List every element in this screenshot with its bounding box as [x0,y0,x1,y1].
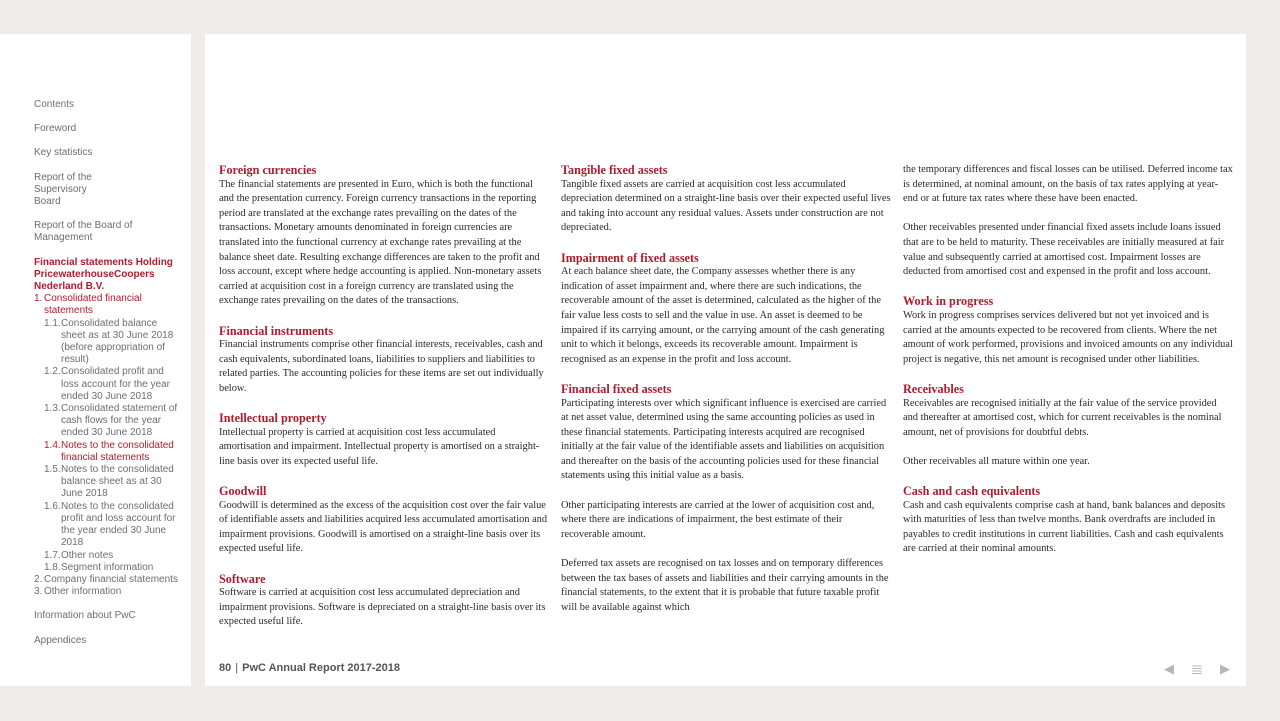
section-body-software: Software is carried at acquisition cost less accumulated depreciation and impairment provisions. Software is depreciated on a straight-line basis over its expected useful life. [219,587,546,628]
subitem-number: 1.4. [44,439,61,451]
section-body-impairment: At each balance sheet date, the Company assesses whether there is any indication of asset impairment and, where there are such indications, the recoverable amount of the asset is determined, calculated as the higher of the fair value less costs to sell and the value in use. An asset is deemed to be impaired if its carrying amount, or the carrying amount of the cash generating unit to which it belongs, exceeds its recoverable amount. Impairment is recognised as an expense in the profit and loss account. [561,266,885,365]
section-body-receivables-1: Receivables are recognised initially at the fair value of the service provided and thereafter at amortised cost, which for current receivables is the nominal amount, net of provisions for doubtful debts. [903,397,1222,438]
section-heading-software: Software [219,571,266,586]
section-body-financial-fixed-assets-4: the temporary differences and fiscal losses can be utilised. Deferred income tax is determined, at nominal amount, on the basis of tax rates applying at year-end or at future tax rates where these have been enacted. [903,164,1233,205]
subitem-number: 1.5. [44,464,61,476]
subitem-label: Other information [44,586,122,598]
section-heading-financial-fixed-assets: Financial fixed assets [561,381,672,396]
next-page-button[interactable] [1218,662,1232,676]
section-heading-cash: Cash and cash equivalents [903,484,1041,499]
text-column-2 [561,163,891,630]
section-body-financial-fixed-assets-3: Deferred tax assets are recognised on tax losses and on temporary differences between the tax bases of assets and liabilities and their carrying amounts in the financial statements, to the extent that it is probable that future taxable profit will be available against which [561,558,889,613]
sidebar-subitem-1-2[interactable] [34,366,186,403]
page-navigation [1162,662,1232,676]
subitem-number: 3. [34,586,43,598]
subitem-label: Notes to the consolidated profit and loss account for the year ended 30 June 2018 [61,500,176,549]
sidebar-item-board-of-management[interactable]: Report of the Board of Management [34,220,133,244]
section-heading-foreign-currencies: Foreign currencies [219,163,317,177]
sidebar-subitem-1-6[interactable] [34,501,186,550]
sidebar-subitem-2[interactable] [34,574,186,586]
page-footer [219,662,400,674]
sidebar-subitem-1-3[interactable] [34,403,186,440]
section-heading-goodwill: Goodwill [219,484,267,499]
subitem-label: Notes to the consolidated financial statements [61,439,174,463]
section-body-cash: Cash and cash equivalents comprise cash at hand, bank balances and deposits with maturities of less than twelve months. Bank overdrafts are included in payables to credit institutions in current liabilities. Cash and cash equivalents are carried at their nominal amounts. [903,499,1226,555]
subitem-label: Segment information [61,561,154,573]
section-body-intellectual-property: Intellectual property is carried at acquisition cost less accumulated amortisation and impairment. Intellectual property is amortised on a straight-line basis over its expected useful life. [219,426,540,467]
subitem-label: Company financial statements [44,573,178,585]
footer-separator: | [235,662,239,674]
section-heading-financial-instruments: Financial instruments [219,323,334,338]
section-heading-receivables: Receivables [903,381,964,396]
menu-icon: ≣ [1190,661,1204,678]
text-column-1 [219,163,549,645]
sidebar-subitem-1-5[interactable] [34,464,186,501]
arrow-right-icon: ▶ [1220,661,1230,676]
subitem-number: 1.2. [44,366,61,378]
section-heading-work-in-progress: Work in progress [903,294,994,309]
section-body-financial-fixed-assets-5: Other receivables presented under financial fixed assets include loans issued that are to be held to maturity. These receivables are initially measured at fair value and subsequently carried at amortised cost. Impairment losses are deducted from amortised cost and expensed in the profit and loss account. [903,222,1225,278]
sidebar-item-foreword[interactable]: Foreword [34,123,77,135]
section-body-receivables-2: Other receivables all mature within one year. [903,455,1090,467]
section-body-work-in-progress: Work in progress comprises services delivered but not yet invoiced and is carried at the amounts expected to be recovered from clients. Where the net amount of work performed, provisions and invoiced amounts on any individual project is negative, this net amount is recognised under other liabilities. [903,309,1233,365]
report-title: PwC Annual Report 2017-2018 [242,662,401,674]
sidebar-subitem-1-1[interactable] [34,318,186,367]
section-heading-intellectual-property: Intellectual property [219,411,327,426]
sidebar-subitem-1[interactable] [34,293,186,317]
section-body-financial-fixed-assets-2: Other participating interests are carried at the lower of acquisition cost and, where there are indications of impairment, the best estimate of their recoverable amount. [561,499,875,540]
section-heading-impairment: Impairment of fixed assets [561,250,699,265]
subitem-label: Other notes [61,549,114,561]
arrow-left-icon: ◀ [1164,661,1174,676]
subitem-number: 2. [34,573,43,585]
sidebar-item-financial-statements[interactable]: Financial statements Holding PricewaterhouseCoopers Nederland B.V. [34,256,173,293]
sidebar-item-supervisory-board[interactable]: Report of the Supervisory Board [34,171,92,208]
subitem-number: 1.7. [44,549,61,561]
page-number: 80 [219,662,232,674]
subitem-number: 1.3. [44,403,61,415]
subitem-label: Consolidated profit and loss account for the year ended 30 June 2018 [61,366,170,402]
sidebar-item-information-about-pwc[interactable]: Information about PwC [34,610,136,622]
sidebar-subitem-1-8[interactable] [34,562,186,574]
section-body-goodwill: Goodwill is determined as the excess of the acquisition cost over the fair value of identifiable assets and liabilities acquired less accumulated amortisation and impairment provisions. Goodwill is amortised on a straight-line basis over its expected useful life. [219,499,548,555]
document-page [205,34,1246,686]
subitem-label: Consolidated statement of cash flows for the year ended 30 June 2018 [61,403,178,439]
sidebar [0,34,191,686]
sidebar-item-contents[interactable]: Contents [34,99,75,110]
contents-menu-button[interactable] [1190,662,1204,676]
sidebar-item-appendices[interactable]: Appendices [34,634,87,646]
sidebar-item-key-statistics[interactable]: Key statistics [34,147,93,159]
subitem-number: 1.1. [44,317,61,329]
sidebar-nav [34,99,186,659]
sidebar-subitem-3[interactable] [34,586,186,598]
subitem-label: Consolidated balance sheet as at 30 June 2018 (before appropriation of result) [61,317,174,366]
sidebar-subitem-1-7[interactable] [34,550,186,562]
subitem-number: 1.6. [44,500,61,512]
subitem-number: 1.8. [44,561,61,573]
text-column-3 [903,163,1233,572]
subitem-label: Notes to the consolidated balance sheet as at 30 June 2018 [61,464,174,500]
subitem-label: Consolidated financial statements [44,293,142,317]
subitem-number: 1. [34,293,43,305]
section-body-financial-fixed-assets-1: Participating interests over which significant influence is exercised are carried at net asset value, determined using the same accounting policies as used in these financial statements. Participating interests acquired are recognised initially at the fair value of the identifiable assets and liabilities on acquisition and thereafter on the basis of the accounting policies used for these financial statements using this initial value as a basis. [561,397,887,482]
section-body-foreign-currencies: The financial statements are presented in Euro, which is both the functional and the presentation currency. Foreign currency transactions in the reporting period are translated at the exchange rates prevailing on the dates of the transactions. Monetary amounts denominated in foreign currencies are translated into the functional currency at exchange rates prevailing at the balance sheet date. Resulting exchange differences are taken to the profit and loss account, except where hedge accounting is applied. Non-monetary assets carried at acquisition cost in a foreign currency are translated using the exchange rates prevailing on the dates of the transactions. [219,178,542,307]
section-body-financial-instruments: Financial instruments comprise other financial interests, receivables, cash and cash equivalents, subordinated loans, liabilities to suppliers and liabilities to related parties. The accounting policies for these items are set out individually below. [219,339,544,394]
section-heading-tangible-fixed-assets: Tangible fixed assets [561,163,668,177]
sidebar-subitem-1-4[interactable] [34,440,186,464]
previous-page-button[interactable] [1162,662,1176,676]
section-body-tangible-fixed-assets: Tangible fixed assets are carried at acquisition cost less accumulated depreciation determined on a straight-line basis over their expected useful lives and taking into account any residual values. Assets under construction are not depreciated. [561,178,891,234]
